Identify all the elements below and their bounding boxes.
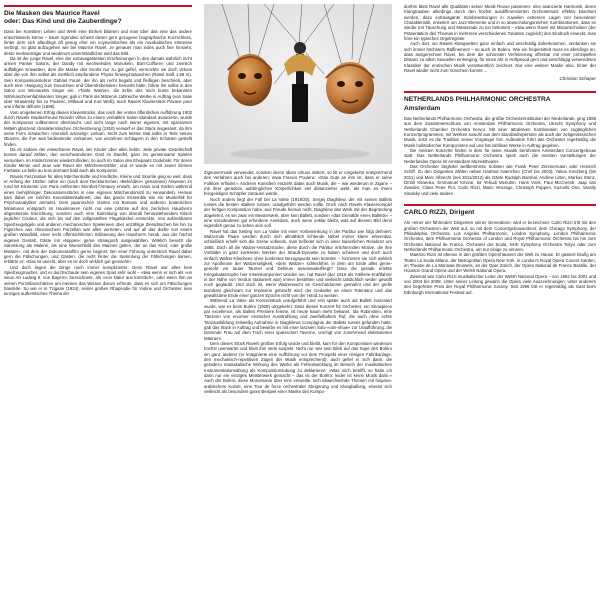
column-middle xyxy=(204,4,392,596)
paragraph: Ravels Faszination für alles Märchenhafte und Kindliche, Kleine und Skurrile ging so weit, dass er Anfang der 1920er Jahre ein (nach dem Deckturmchen »Belvédère« genanntes) Anwesen im rund 50 Kilometer von Paris entfernten Montfort-l'Amaury erwarb, um Haus und Garten während eines mehrjährigen Dekorationsstücks in eine eigenes Märchendomizil zu verwandeln. Heraus kam dabei ein solches Kuriositätenkabinett, das das ganze Ensemble wie ein Musterfall für Psychoanalytiker anmutet. Dem japanischen Garten mit Bonsais und anderen botanischen Miniaturen entsprach im Hausinneren nicht nur eine präzise auf den zierlichen Hausherrn abgestimmte Einrichtung, sondern auch eine Sammlung von überall herumstehendem Kitsch jeglicher Couleur, die sich bis auf den vollgestellten Flügeldeckel erstreckte. Von aufziehbaren Spielzeugvögeln und anderen mechanischen Spielereien über unzählige Ziersdöschen bis hin zu Figürchen aus chinesischem Porzellan war alles vertreten, und auf all das durfte von einem großen Wandbild, einer recht offensichtlichen Stilisierung des Hausherrn herab, aus der höchst eigenen Gestalt, Gäste mit »Nippes« gerne strategisch ausgewählten. Wirklich besetzt die Sammlung als Malerei, als eine Wunschbild des Mannes gelten, der an das Kind, »der große Meister«, mit dem der Dokumentarfilm gerne beginnt. Bei einer Führung unterstrich Ravel dabei gern die Fälschungen, und Gästen, die nicht hinter die Sammlung der Fälschungen kamen, erklärte er: »Das ist unecht, aber es ist doch wirklich gut gemacht!« xyxy=(4,173,192,265)
red-rule xyxy=(404,91,596,93)
red-rule xyxy=(4,5,192,7)
paragraph: Ravel hat das Setting von La Valse mit einer Vorbemerkung in der Partitur wie folgt definiert: Walzernde Paare werden durch sich allmählich lichtende Nebel immer klarer erkennbar, schließlich erhellt sich die Szene vollends, man befindet sich in einer kaiserlichen Residenz um 1855. Doch all die Walzer-Versatzstücke, diese durch die Partitur irrlichternden Motive, die ihre Vorbilder in ganz konkreten Werken der Strauß-Dynastie zu haben scheinen und doch auch einfach Walzer-Klischees ohne konkretes Bezugspunkt sein könnten – formieren sie sich wirklich zur Apotheose der Walzerseligkeit, »dem Walzer« schlechthin, in dem am Ende alles genre-gerecht vor lauter Taumel und Delirium auseinanderfliegt? Dass die gerade erlebte Kriegskatastrophe hier miteinkomponiert worden sei, hat Ravel (der 1916 als Artillerie-Kraftfahrer in der Nähe von Verdun stationiert war) immer bestritten und vielleicht tatsächlich weder gewollt noch geglaubt. Und doch ist, wenn Walzerwucht an Geschütdonner gemahnt und der grelle Bombast gleichsam zur Implosion gebracht wird, der Gedanke an einen Totentanz und das gewaltsame Ende einer ganzen Epoche nicht von der Hand zu weisen. xyxy=(204,228,392,298)
paragraph: Die meisten Konzerte finden in dem für seine Akustik berühmten Amsterdam Concertgebouw statt. Das Netherlands Philharmonic Orchestra spielt auch die meisten Vorstellungen der Nederlandse Opera im Amsterdam Muziektheater. xyxy=(404,147,596,164)
paragraph: Da ist sodann der erwachsene Ravel, der Kinder über alles liebte. Jede private Gesellschaft konnte darauf zählen, den verschwundenen Gast im Zweifel, ganz ins gemeinsame Spielen versunken, im Kinderzimmer wiederzufinden; so auch im Salon des Ehepaars Godebski: Für deren Kinder Mimie und Jean war Ravel der Märchenerzähler, und er wurde es mit seiner kleinen Fantasie La belle au bois dormant bald auch als Komponist. xyxy=(4,146,192,174)
article-body-col1 xyxy=(4,29,192,296)
paragraph: Da ist der junge Ravel, eine der extravagantesten Erscheinungen in den damals wahrlich nicht armen Pariser Salons, der Dandy mit wechselnden Monokeln, Bart-Coiffuren und ziemlich auffälligen Krawatten, dem die Maske des Snobs nur zu gut gefiel, vermochte sie doch virtuos über die von ihm selbst als merklich empfundene Physis hinwegzutäuschen (Ravel maß 1,58 m). Sein Kompositionslehrer Gabriel Fauré, der ihn als recht begabt und fleißigen beschrieb, aber auch eine »Neigung zum Gesuchten und Überstrebenden« bemerkt hatte, führte ihn sollist in den Salon von Winnaretta Singer ein. »Tante Winnie«, die Erbin des reich bunte bekannten Nähmaschinenfabrikanten Singer, gab in Paris als Mäzenin zahlreiche Werke in Auftrag (von Satie über Strawinsky bis zu Poulenc, Milhaud und Kurt Weill), auch Ravels Klavierstück Pavane pour une infante défunte (1899). xyxy=(4,56,192,110)
paragraph: Als »einer der führenden Dirigenten seiner Generation« wird er bezeichnet: Carlo Rizzi tritt mit den großen Orchestern der Welt auf, so mit dem Concertgebouworkest, dem Chicago Symphony, der Philadelphia Orchestra, Los Angeles Philharmonic, London Symphony, London Philharmonic Orchestra, dem Philharmonia Orchestra of London und Royal Philharmonic Orchestra bis hin zum Orchestre National de France, Orchester der Scala, NHK Symphony Orchestra Tokyo oder zum Netherlands Philharmonic Orchestra, um nur einige zu nennen. xyxy=(404,220,596,252)
conductor-section xyxy=(404,204,596,295)
paragraph: Zigeunermusik verwendet, sondern deren Idiom virtuos imitiert, so litt er umgekehrt entsprechend den Verfahren auch bei anderen, etwa Francis Poulenc: »Das Gute an ihm ist, dass er seine Folklore erfindet.« Anderen Künstlern entzieht dabei auch Musik, die – wie wiederum in Zigane – mit ihrer geradezu aufdringlichen Körperlichkeit viel distanzierter wirkt, als man es ihrem feingeistigen Schöpfer zutrauen würde. xyxy=(204,170,392,197)
orchestra-body xyxy=(404,116,596,196)
article-body-col2 xyxy=(204,170,392,394)
paragraph: Vom umgebenen Erfolg dieses Klavierstücks, das nach der ersten öffentlichen Aufführung 1902 durch Ravels Studienfreund Ricardo Viñes zu einem veritablen Salon-Standard avancierte, wurde der Komponist vollkommen überrascht, und nicht lange nach seiner eigenen, mit sparsamen Mitteln glänzend charakteristischen Orchestrierung (1910) verwarf er das Stück insgesamt, da ihm seine Form inzwischen »ziemlich armselig« vorkam. Nicht zum letzten Mal sollte er Teile seines Œuvres, die ihm weit bedeutender vorkamen, von einzelnen Schlagern in den Schatten gestellt finden. xyxy=(4,109,192,147)
column-right xyxy=(404,4,596,596)
paragraph: Zweimal war Carlo Rizzi musikalischer Leiter der Welsh National Opera – von 1992 bis 2001 und von 2004 bis 2008. Unter seiner Leitung gewann die Opera viele Auszeichnungen, unter anderem den begehrten Preis der Royal Philharmonic Society. Seit 1996 tritt er regelmäßig als Gast beim Edinburgh International Festival auf. xyxy=(404,273,596,295)
column-left xyxy=(4,4,192,596)
paragraph: Dass bei Künstlern Leben und Werk eine Einheit bildeten und man über das eine das andere entschlüsseln könne – kaum irgendwo scheint dieser gern gezogene biographische Kurzschluss, hinter dem sich allerdings oft genug eher ein voyeuristisches als ein musikalisches Interesse verbirgt, so glatt aufzugehen wie bei Maurice Ravel. Je genauer man indes auch hier hinsieht, desto merkwürdiger und wiederum unverständlicher wird das Bild. xyxy=(4,29,192,56)
paragraph: Das Orchester begleitet weltberühmte Solisten wie Frank Peter Zimmermann oder Heinrich Schiff. Zu den Dirigenten zählen neben Hartmut Haenchen (Chef bis 2003), Yakov Kreizberg (bis 2011) und Marc Albrecht (seit 2011/2012) als Gäste Rudolph Barshai, Andrew Litton, Markus Stenz, Dmitri Kitaenko, Emmanuel Krivine, Sir Yehudi Menuhin, Hans Vonk, Paul McCreesh, Jaap van Zweden, Claus Peter Flor, Carlo Rizzi, Mario Venzago, Christoph Poppen, Kazushi Ono, Vassily Sinaisky und viele andere. xyxy=(404,163,596,196)
author-signature: Christian Schaper xyxy=(559,76,596,82)
conductor-body xyxy=(404,220,596,295)
conductor-title: CARLO RIZZI, Dirigent xyxy=(404,209,475,217)
paragraph: Während La Valse als Konzertstück uraufgeführt und erst später auch als Ballett inszeniert wurde, war es beim Boléro (1928) umgekehrt: Dass dieses Konzert für Orchester, ein Showpiece par excellence, als Ballett Premiere feierte, ist heute kaum mehr bekannt. Ida Rubinstein, eine Tänzerin von enormer erotischer Ausstrahlung und zweifelhaftem Ruf, die auch ohne echte Tanzausbildung zeitweilig Aufnahme in Diaghilews Compagnie der Ballets russes gefunden hatte, gab das Stück in Auftrag und bewirbe es mit einer lasziven Solo-»one-show« zur Uraufführung: die tanzende Frau auf dem Tisch einer spanischen Taverne, umringt von zunehmend elektrisierten Männern. xyxy=(204,298,392,341)
article-title: Die Masken des Maurice Ravel oder: Das Kind und die Zauberdinge? xyxy=(4,10,122,26)
orchestra-title: NETHERLANDS PHILHARMONIC ORCHESTRA Amsterdam xyxy=(404,96,551,112)
paragraph: Auch dort, wo Ravels Klangwelten ganz einfach und unschuldig daherkommen, verdanken sie sich immer höchstem Raffinement – so auch im Boléro. Wie ein freipemittelt muss es allerdings an, dass ausgerechnet Ravel, bei dem die schönsten Verfeinerung offenbar mit einer prinzipiellen Distanz zu allem Sexuellen einherging, für einen Akt in Hollywood gern und einschlägig verwendeten Klassiker der erotischen Musik verantwortlich zeichnet. Nur eine weitere Maske also, hinter der Ravel wieder nicht zum Vorschein kommt ... xyxy=(404,41,596,74)
ravel-mask-photo xyxy=(204,4,392,164)
paragraph: Dem dieses Stück Ravels größter Erfolg wurde und bleibt, kam für den Komponisten wiederum höchst unerwartet und blieb ihm stets suspekt. Nicht nur war sein Blick auf das Sujet des Boléro ein ganz anderer (er imaginierte eine Aufführung vor dem Prospekt einer riesigen Fabrikanlage, den mechanisch-repetitiven Zügen der Musik entsprechend); auch gefiel er sich darin, die geradezu maniakalische Wirkung des Werks als Fehlentwicklung im Bereich der musikalischen Instrumentationsübung als Kompositionsübung zu deklarieren: »Was mich betrifft, so habe ich darin nur ein einziges Meisterwerk gemacht – das ist der Boléro; leider ist keine Musik darin.« Auch der Boléro, diese Monomanie über eine verweilte, sich abwechselnde Themen mit hispano-arabischem Kolorit, eine Tour de force orchestraler Steigerung und Klangballung, erweist sich vielleicht als besonders gutes Beispiel einer Maske des Kompo- xyxy=(204,341,392,395)
orchestra-section xyxy=(404,91,596,196)
paragraph: Maestro Rizzi ist ebenso in den größten Opernhäusern der Welt zu Hause. Er gastiert häufig am Teatro La Scala Milano, der Metropolitan Opera New York, in London's Royal Opera Covent Garden, im Theatre de La Monnaie Brussels, an der Oper Zürich, der Opera National de France Bastille, der Houston Grand Opera und der Welsh National Opera. xyxy=(404,252,596,274)
paragraph: Und doch liegen die Dinge noch immer komplizierter. Denn Ravel war alles kein Spielzeugmacher, und er durchschaute sein eigenes Spiel sehr wohl – etwa wenn er sich als »un vieux Art Ludwig II. von Bayern« bezeichnete, als »von Natur aus künstlich«, oder wenn ihm an seinen Porzellanschätzen am meisten das Wissen darum erfreute, dass es sich um Fälschungen handelte. So wie er in Tzigane (1924), seiner großen Rhapsodie für Violine und Orchester, kein einziges authentisches Thema der xyxy=(4,264,192,297)
article-body-col3 xyxy=(404,4,596,73)
paragraph: Das Netherlands Philharmonic Orchestra, die größte Orchesterinstitution der Niederlande, ging 1985 aus dem Zusammenschluss von Amsterdam Philharmonic Orchestra, Utrecht Symphony und Netherlands Chamber Orchestra hervor. Mit einer attraktiven Kombination von zugänglichen Konzertprogrammen, mit Werken sowohl aus dem Standardrepertoire als auch der zeitgenössischen Musik, setzt es die Tradition seiner Vorgänger fort. Außerdem führt das Orchester regelmäßig die Musik holländischer Komponisten auf und hat zahllose Werke in Auftrag gegeben. xyxy=(404,115,596,148)
red-rule xyxy=(404,204,596,206)
paragraph: dorthin lässt Ravel alle Qualitäten seiner Musik Revue passieren: eine avancierte Harmonik, deren Klangtrauben allerdings durch den höchst ausdifferenzierten Orchestersatz effektiv kaschiert werden, dazu extravagante Solobesetzungen in zuweilen extremen Lagen von besonderer Charakteristik, erweitert um Jazz-Elemente und in so abwechslungsreichen Kombinationen, dass es wieder mit Täuschung und Maskerade zu tun bekommt – etwa wenn Ravel mit Mixturtechniken (der Präsentation des Themas in mehreren verschiedenen Tonarten zugleich) den Eindruck erweckt, man höre ein typisches Orgelregister. xyxy=(404,4,596,42)
mask-photo-illustration xyxy=(204,4,392,164)
paragraph: Noch anders liegt der Fall bei La Valse (1919/20). Sergej Diaghilew, der mit seinen Ballets russes die besten ›Ballets russes‹ uraufgeführt werden sollte. Doch nach Ravels Klaviervorspiel der fertigen Komposition habe, aus Freude heraus nicht, Diaghilew das Werk mit der Begründung abgelehnt, es sei zwar ein Meisterwerk, aber kein Ballett, sondern »das Gemälde eines Balletts« – eine missdeuteten gut erfundene Anekdote, auch wenn unklar bleibt, was auf diesem Bild denn eigentlich genau zu sehen sein soll. xyxy=(204,196,392,229)
